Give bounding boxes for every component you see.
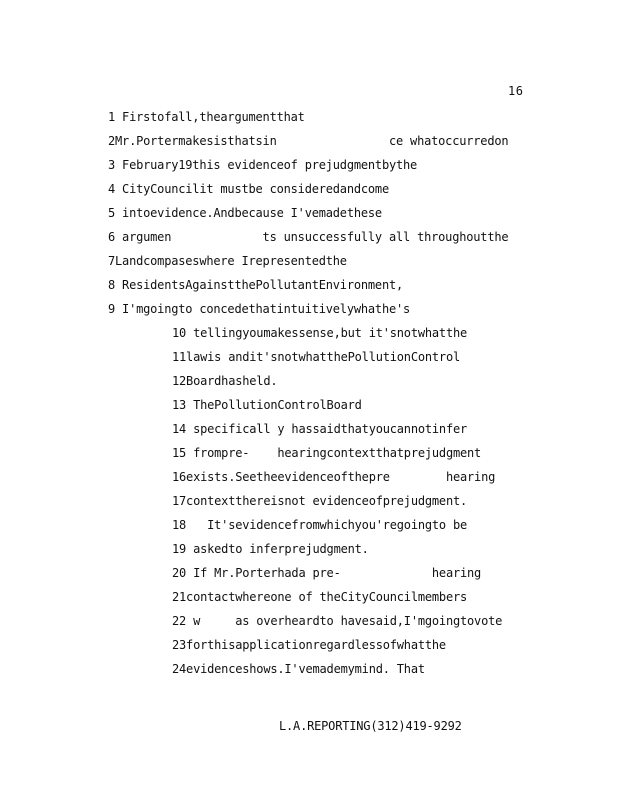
transcript-line-3: 3 February19this evidenceof prejudgmentbythe [108,158,418,172]
page-number: 16 [508,84,524,98]
transcript-line-5: 5 intoevidence.Andbecause I'vemadethese [108,206,382,220]
transcript-line-13: 13 ThePollutionControlBoard [172,398,362,412]
transcript-line-23: 23forthisapplicationregardlessofwhatthe [172,638,446,652]
transcript-line-16: 16exists.Seetheevidenceofthepre hearing [172,470,496,484]
transcript-line-12: 12Boardhasheld. [172,374,278,388]
transcript-line-9: 9 I'mgoingto concedethatintuitivelywhathe's [108,302,411,316]
transcript-line-14: 14 specificall y hassaidthatyoucannotinfer [172,422,468,436]
transcript-line-19: 19 askedto inferprejudgment. [172,542,369,556]
transcript-line-11: 11lawis andit'snotwhatthePollutionControl [172,350,461,364]
transcript-line-18: 18 It'sevidencefromwhichyou'regoingto be [172,518,468,532]
transcript-line-22: 22 w as overheardto havesaid,I'mgoingtovote [172,614,503,628]
transcript-line-10: 10 tellingyoumakessense,but it'snotwhatthe [172,326,468,340]
transcript-line-1: 1 Firstofall,theargumentthat [108,110,305,124]
transcript-line-21: 21contactwhereone of theCityCouncilmembers [172,590,468,604]
transcript-line-4: 4 CityCouncilit mustbe consideredandcome [108,182,389,196]
transcript-line-24: 24evidenceshows.I'vemademymind. That [172,662,425,676]
transcript-line-6: 6 argumen ts unsuccessfully all throughoutthe [108,230,509,244]
reporter-footer: L.A.REPORTING(312)419-9292 [279,719,462,733]
transcript-line-7: 7Landcompaseswhere Irepresentedthe [108,254,347,268]
transcript-line-17: 17contextthereisnot evidenceofprejudgment. [172,494,468,508]
transcript-line-2: 2Mr.Portermakesisthatsin ce whatoccurredon [108,134,509,148]
transcript-line-8: 8 ResidentsAgainstthePollutantEnvironment, [108,278,404,292]
transcript-line-15: 15 frompre- hearingcontextthatprejudgment [172,446,482,460]
transcript-line-20: 20 If Mr.Porterhada pre- hearing [172,566,482,580]
